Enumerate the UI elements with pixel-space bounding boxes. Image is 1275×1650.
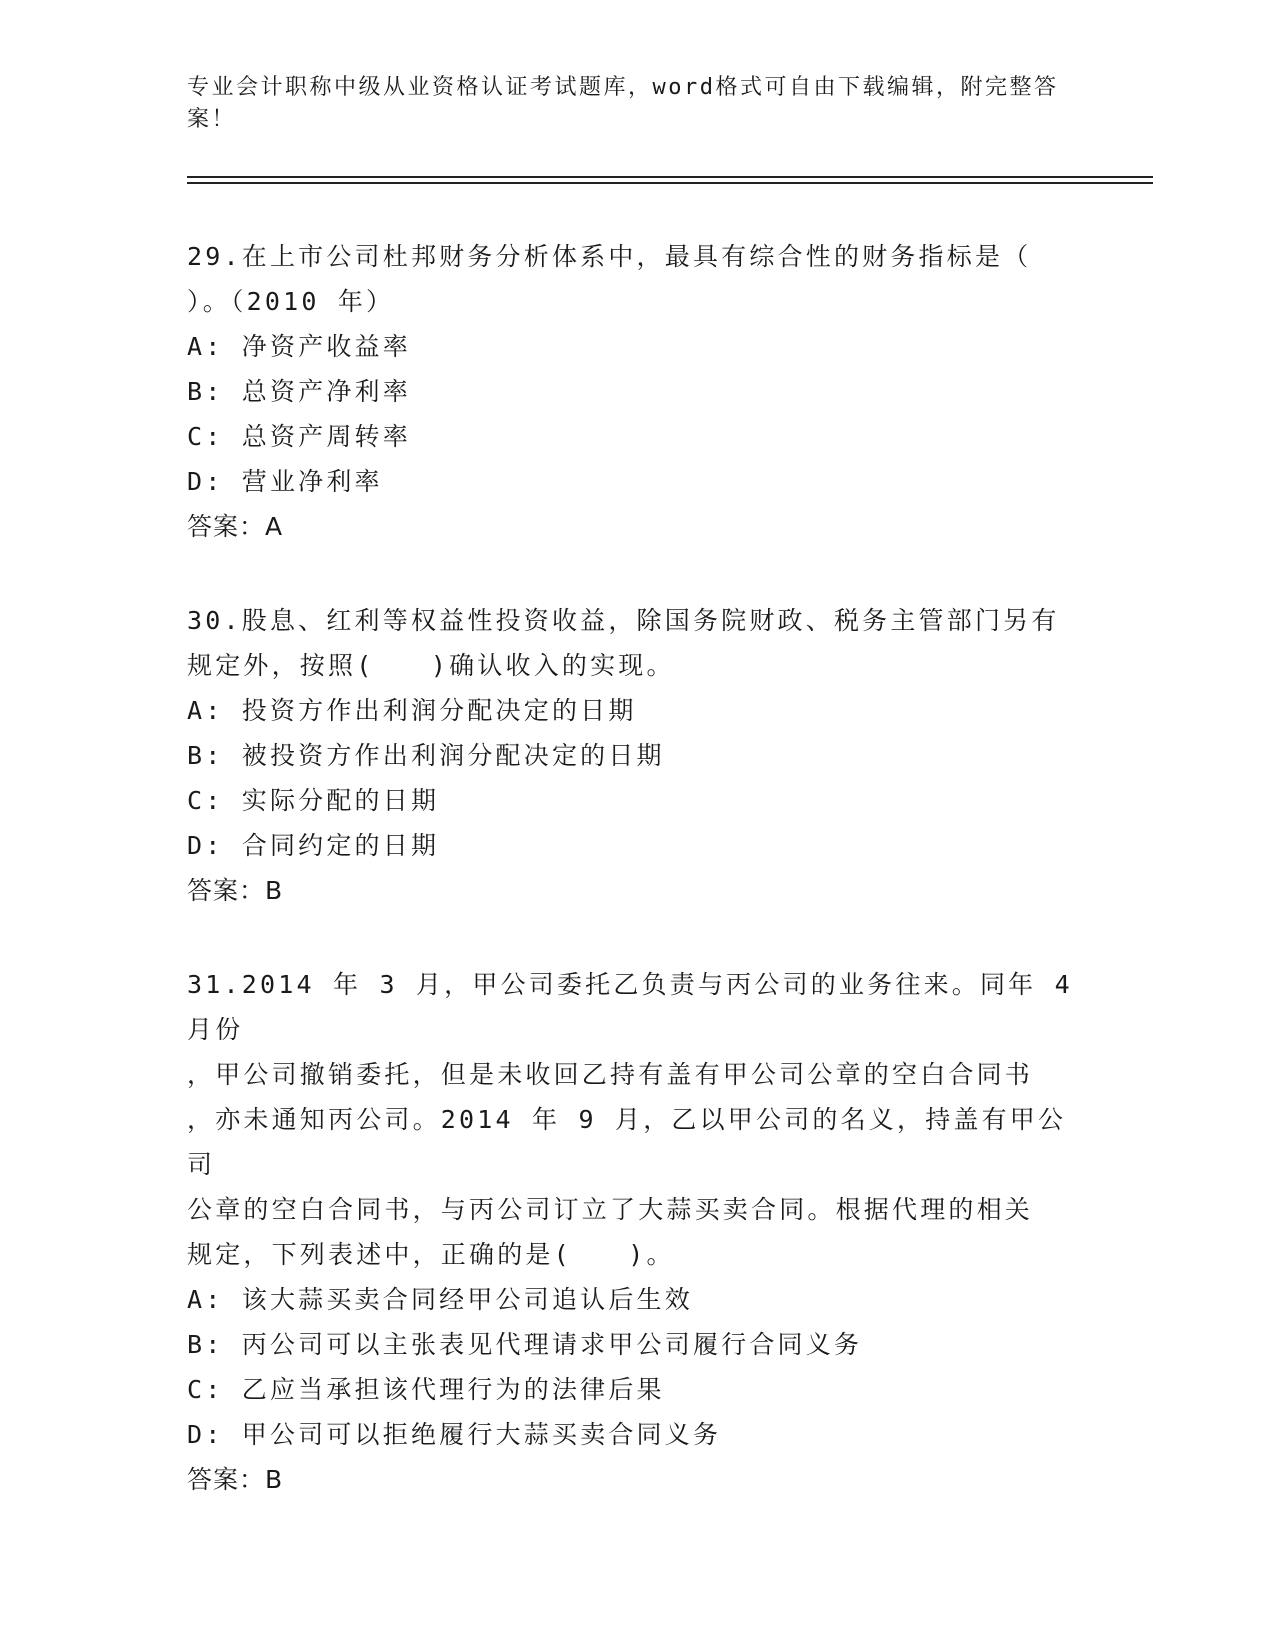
header-line-1: 专业会计职称中级从业资格认证考试题库，word格式可自由下载编辑，附完整答	[187, 75, 1059, 100]
option-d: D: 营业净利率	[187, 467, 383, 496]
question-stem-line: 公章的空白合同书，与丙公司订立了大蒜买卖合同。根据代理的相关	[187, 1195, 1034, 1224]
question-stem-line: 31.2014 年 3 月，甲公司委托乙负责与丙公司的业务往来。同年 4 月份	[187, 970, 1092, 1044]
option-b: B: 被投资方作出利润分配决定的日期	[187, 741, 665, 770]
option-a: A: 净资产收益率	[187, 332, 411, 361]
option-c: C: 实际分配的日期	[187, 786, 440, 815]
question-30	[187, 598, 1087, 913]
answer: 答案：B	[187, 1465, 284, 1494]
option-c: C: 总资产周转率	[187, 422, 411, 451]
header-divider-top	[187, 176, 1153, 178]
question-31	[187, 962, 1092, 1502]
question-stem-line: 规定外，按照( )确认收入的实现。	[187, 651, 675, 680]
question-stem-line: 规定，下列表述中，正确的是( )。	[187, 1240, 675, 1269]
option-b: B: 丙公司可以主张表见代理请求甲公司履行合同义务	[187, 1330, 863, 1359]
option-a: A: 投资方作出利润分配决定的日期	[187, 696, 637, 725]
option-c: C: 乙应当承担该代理行为的法律后果	[187, 1375, 665, 1404]
header-line-2: 案！	[187, 107, 237, 132]
question-29	[187, 234, 1087, 549]
option-d: D: 合同约定的日期	[187, 831, 440, 860]
answer: 答案：B	[187, 876, 284, 905]
option-b: B: 总资产净利率	[187, 377, 411, 406]
header-divider-bottom	[187, 182, 1153, 184]
question-stem-line: 30.股息、红利等权益性投资收益，除国务院财政、税务主管部门另有	[187, 606, 1060, 635]
question-stem-line: ）。（2010 年）	[187, 287, 395, 316]
answer: 答案：A	[187, 512, 284, 541]
document-header	[187, 72, 1067, 136]
question-stem-line: 29.在上市公司杜邦财务分析体系中，最具有综合性的财务指标是（	[187, 242, 1032, 271]
question-stem-line: ，甲公司撤销委托，但是未收回乙持有盖有甲公司公章的空白合同书	[187, 1060, 1034, 1089]
question-stem-line: ，亦未通知丙公司。2014 年 9 月，乙以甲公司的名义，持盖有甲公司	[187, 1105, 1067, 1179]
option-d: D: 甲公司可以拒绝履行大蒜买卖合同义务	[187, 1420, 722, 1449]
option-a: A: 该大蒜买卖合同经甲公司追认后生效	[187, 1285, 693, 1314]
